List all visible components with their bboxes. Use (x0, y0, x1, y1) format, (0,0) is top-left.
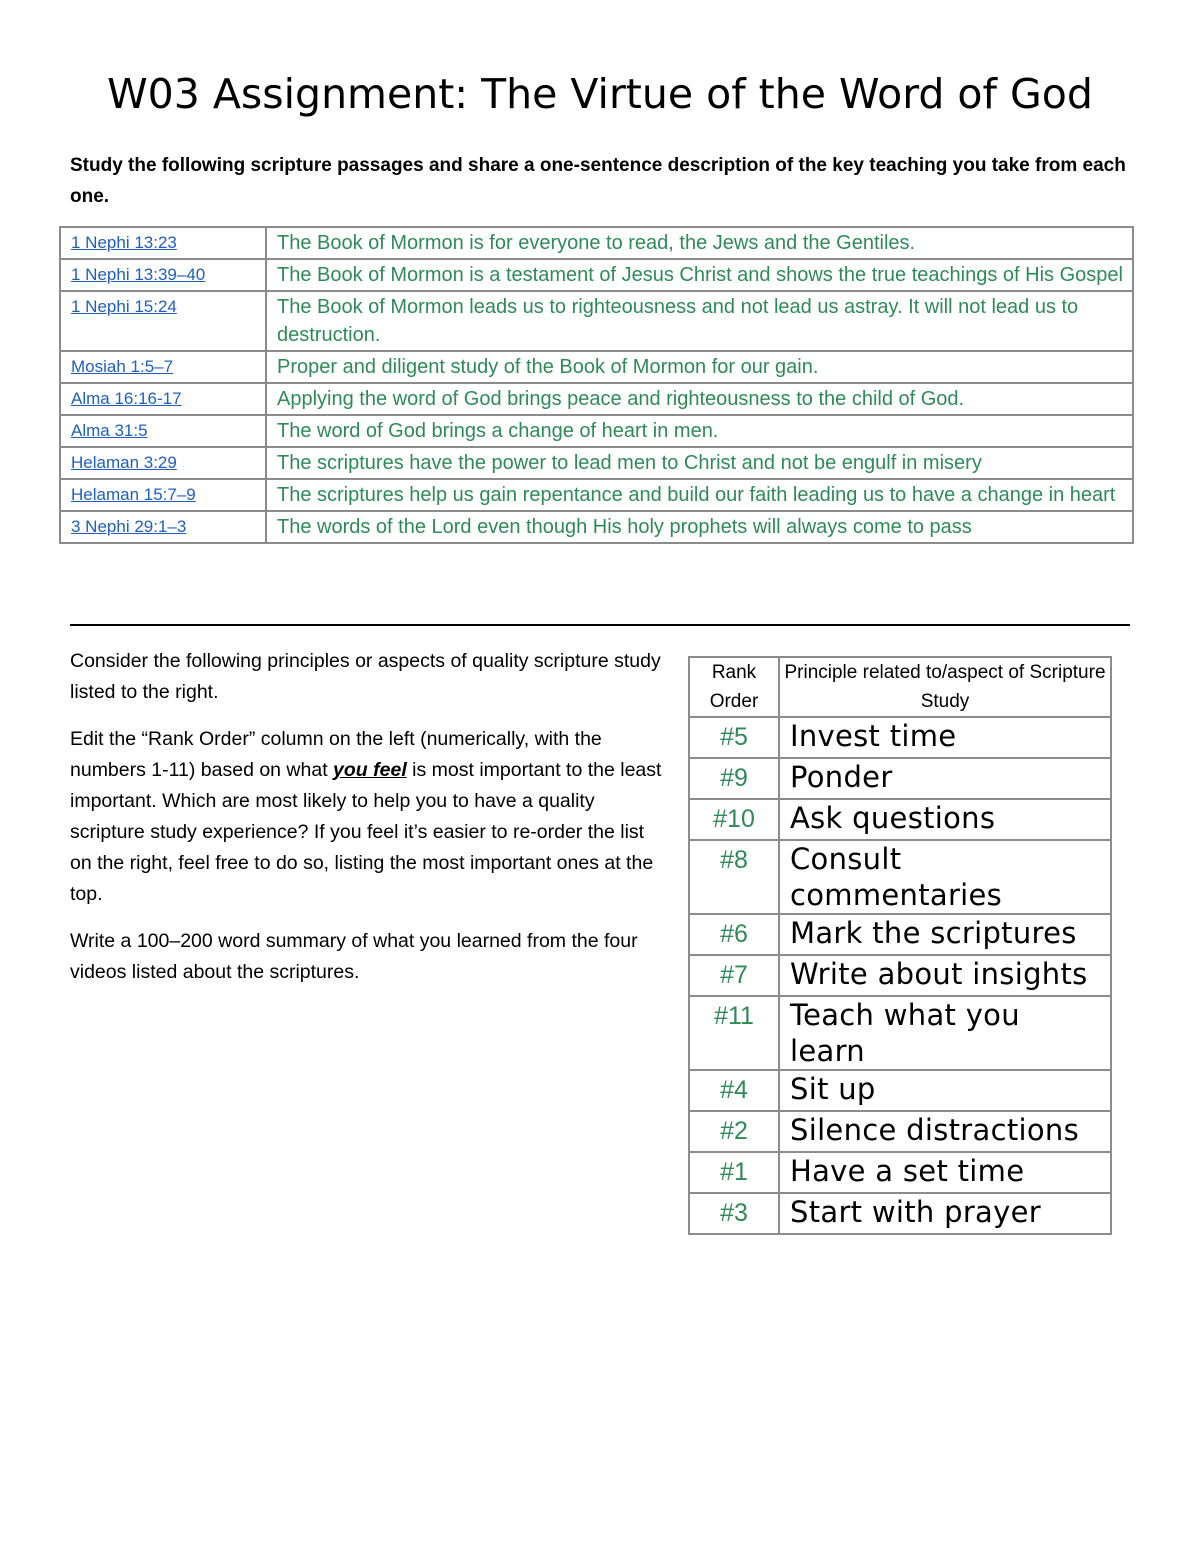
page-title: W03 Assignment: The Virtue of the Word of God (107, 70, 1093, 118)
principle-cell: Write about insights (779, 955, 1111, 996)
rank-order-cell[interactable]: #4 (689, 1070, 779, 1111)
scripture-link[interactable]: Mosiah 1:5–7 (71, 357, 174, 376)
rank-order-cell[interactable]: #2 (689, 1111, 779, 1152)
rank-order-cell[interactable]: #11 (689, 996, 779, 1070)
instruction-text: Edit the “Rank Order” column on the left (numerically, with the numbers 1-11) based on what (70, 728, 602, 781)
table-row (689, 955, 1111, 996)
scripture-ref-cell (60, 227, 266, 259)
table-row (689, 758, 1111, 799)
scripture-ref-cell (60, 259, 266, 291)
scripture-ref-cell (60, 447, 266, 479)
scripture-link[interactable]: 3 Nephi 29:1–3 (71, 517, 187, 536)
table-row (689, 914, 1111, 955)
scripture-ref-cell (60, 415, 266, 447)
scripture-ref-cell (60, 351, 266, 383)
scripture-table (59, 226, 1134, 544)
instruction-paragraph: Consider the following principles or aspects of quality scripture study listed to the right. (70, 650, 661, 703)
scripture-ref-cell (60, 479, 266, 511)
rank-table-header (689, 657, 1111, 717)
instruction-text: is most important to the least important. Which are most likely to help you to have a quality scripture study experience? If you feel it’s easier to re-order the list on the right, feel free to do so, listing the most important ones at the top. (70, 759, 662, 905)
table-row (60, 415, 1133, 447)
table-row (689, 1070, 1111, 1111)
instructions-block (70, 646, 670, 1004)
scripture-link[interactable]: 1 Nephi 13:39–40 (71, 265, 206, 284)
rank-table (688, 656, 1112, 1235)
table-row (60, 511, 1133, 543)
principle-cell: Sit up (779, 1070, 1111, 1111)
table-row (60, 383, 1133, 415)
table-row (60, 479, 1133, 511)
rank-order-cell[interactable]: #9 (689, 758, 779, 799)
principle-cell: Start with prayer (779, 1193, 1111, 1234)
scripture-link[interactable]: Helaman 15:7–9 (71, 485, 196, 504)
instruction-paragraph (70, 724, 670, 910)
table-row (60, 351, 1133, 383)
principle-cell: Teach what you learn (779, 996, 1111, 1070)
teaching-cell[interactable]: Applying the word of God brings peace and righteousness to the child of God. (266, 383, 1133, 415)
teaching-cell[interactable]: The scriptures help us gain repentance and build our faith leading us to have a change in heart (266, 479, 1133, 511)
intro-text: Study the following scripture passages and share a one-sentence description of the key teaching you take from each one. (70, 155, 1126, 207)
principle-cell: Silence distractions (779, 1111, 1111, 1152)
principle-cell: Invest time (779, 717, 1111, 758)
teaching-cell[interactable]: Proper and diligent study of the Book of Mormon for our gain. (266, 351, 1133, 383)
scripture-link[interactable]: Helaman 3:29 (71, 453, 177, 472)
table-row (60, 447, 1133, 479)
teaching-cell[interactable]: The word of God brings a change of heart in men. (266, 415, 1133, 447)
table-row (689, 799, 1111, 840)
teaching-cell[interactable]: The Book of Mormon leads us to righteousness and not lead us astray. It will not lead us to destruction. (266, 291, 1133, 351)
teaching-cell[interactable]: The words of the Lord even though His holy prophets will always come to pass (266, 511, 1133, 543)
teaching-cell[interactable]: The scriptures have the power to lead men to Christ and not be engulf in misery (266, 447, 1133, 479)
table-row (60, 227, 1133, 259)
table-row (689, 1152, 1111, 1193)
rank-order-cell[interactable]: #5 (689, 717, 779, 758)
rank-order-cell[interactable]: #10 (689, 799, 779, 840)
principle-cell: Mark the scriptures (779, 914, 1111, 955)
scripture-link[interactable]: Alma 16:16-17 (71, 389, 182, 408)
scripture-link[interactable]: 1 Nephi 13:23 (71, 233, 177, 252)
teaching-cell[interactable]: The Book of Mormon is for everyone to read, the Jews and the Gentiles. (266, 227, 1133, 259)
rank-order-cell[interactable]: #1 (689, 1152, 779, 1193)
rank-order-cell[interactable]: #7 (689, 955, 779, 996)
rank-order-cell[interactable]: #6 (689, 914, 779, 955)
table-row (689, 717, 1111, 758)
rank-order-header: Rank Order (689, 657, 779, 717)
rank-order-cell[interactable]: #8 (689, 840, 779, 914)
scripture-link[interactable]: 1 Nephi 15:24 (71, 297, 177, 316)
principle-cell: Have a set time (779, 1152, 1111, 1193)
table-row (60, 291, 1133, 351)
principle-header: Principle related to/aspect of Scripture Study (779, 657, 1111, 717)
scripture-link[interactable]: Alma 31:5 (71, 421, 148, 440)
scripture-ref-cell (60, 291, 266, 351)
principle-cell: Ask questions (779, 799, 1111, 840)
scripture-ref-cell (60, 511, 266, 543)
table-row (689, 996, 1111, 1070)
principle-cell: Consult commentaries (779, 840, 1111, 914)
rank-order-cell[interactable]: #3 (689, 1193, 779, 1234)
table-row (689, 1193, 1111, 1234)
table-row (689, 840, 1111, 914)
instruction-paragraph: Write a 100–200 word summary of what you learned from the four videos listed about the scriptures. (70, 930, 638, 983)
scripture-ref-cell (60, 383, 266, 415)
table-row (689, 1111, 1111, 1152)
teaching-cell[interactable]: The Book of Mormon is a testament of Jesus Christ and shows the true teachings of His Gospel (266, 259, 1133, 291)
principle-cell: Ponder (779, 758, 1111, 799)
horizontal-divider (70, 624, 1130, 626)
emphasis-text: you feel (333, 759, 407, 781)
table-row (60, 259, 1133, 291)
